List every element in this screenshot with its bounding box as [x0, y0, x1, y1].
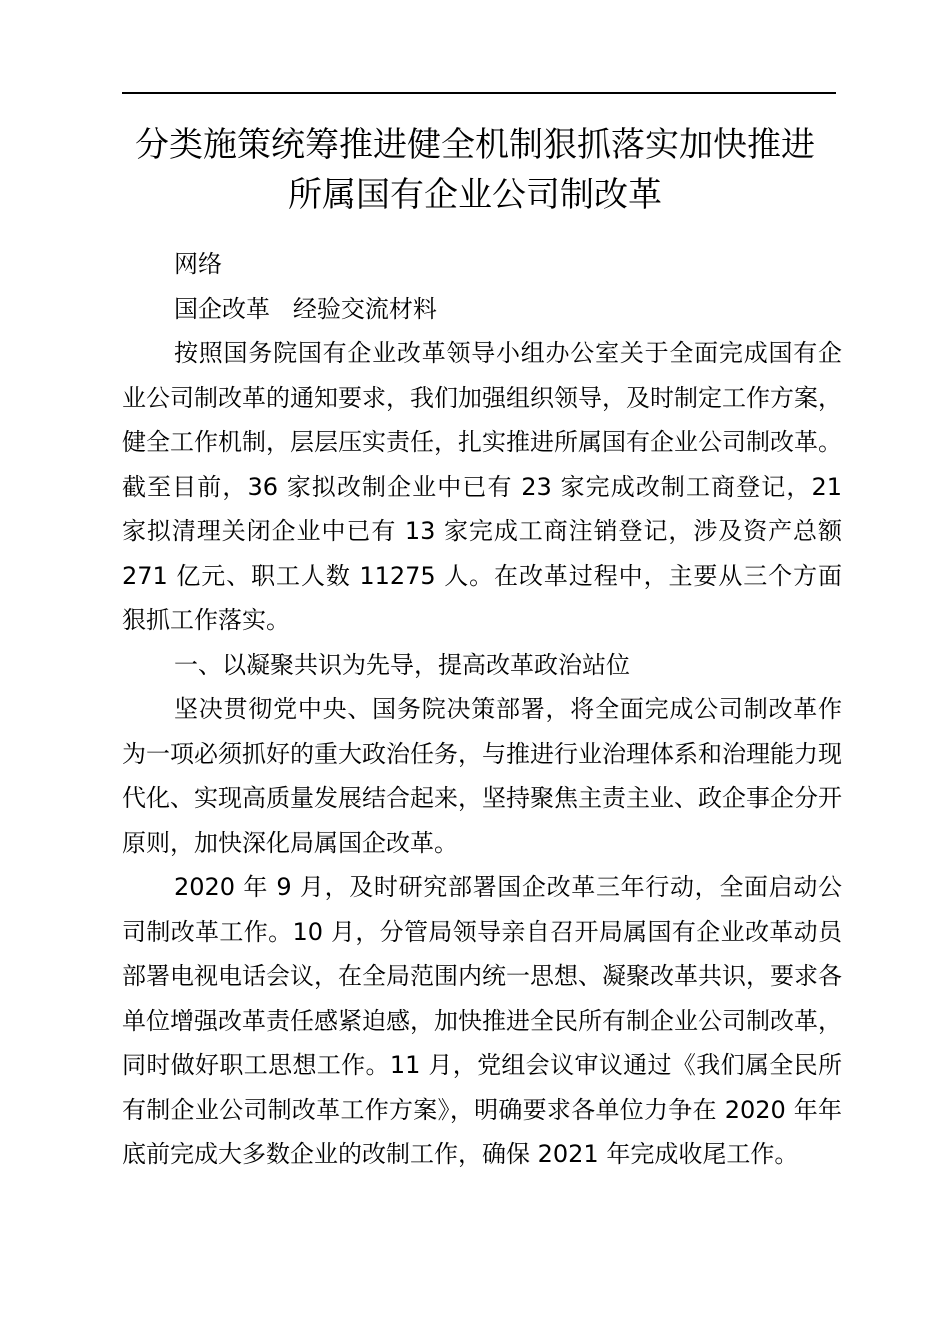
- document-title: [100, 120, 850, 220]
- section-heading-1: 一、以凝聚共识为先导，提高改革政治站位: [174, 650, 630, 679]
- document-body: [122, 242, 842, 1177]
- title-line-1: 分类施策统筹推进健全机制狠抓落实加快推进: [135, 125, 815, 165]
- paragraph-policy: 坚决贯彻党中央、国务院决策部署，将全面完成公司制改革作为一项必须抓好的重大政治任务，与推进行业治理体系和治理能力现代化、实现高质量发展结合起来，坚持聚焦主责主业、政企事企分开原则，加快深化局属国企改革。: [122, 695, 842, 857]
- header-rule: [122, 92, 836, 94]
- title-line-2: 所属国有企业公司制改革: [288, 175, 662, 215]
- source-line: 网络: [174, 250, 222, 278]
- paragraph-timeline: 2020 年 9 月，及时研究部署国企改革三年行动，全面启动公司制改革工作。10 月，分管局领导亲自召开局属国有企业改革动员部署电视电话会议，在全局范围内统一思想、凝聚改革共识，要求各单位增强改革责任感紧迫感，加快推进全民所有制企业公司制改革，同时做好职工思想工作。11 月，党组会议审议通过《我们属全民所有制企业公司制改革工作方案》，明确要求各单位力争在 2020 年年底前完成大多数企业的改制工作，确保 2021 年完成收尾工作。: [122, 873, 842, 1168]
- paragraph-intro: 按照国务院国有企业改革领导小组办公室关于全面完成国有企业公司制改革的通知要求，我们加强组织领导，及时制定工作方案，健全工作机制，层层压实责任，扎实推进所属国有企业公司制改革。截至目前，36 家拟改制企业中已有 23 家完成改制工商登记，21 家拟清理关闭企业中已有 13 家完成工商注销登记，涉及资产总额 271 亿元、职工人数 11275 人。在改革过程中，主要从三个方面狠抓工作落实。: [122, 339, 842, 634]
- tags-line: 国企改革 经验交流材料: [174, 294, 437, 323]
